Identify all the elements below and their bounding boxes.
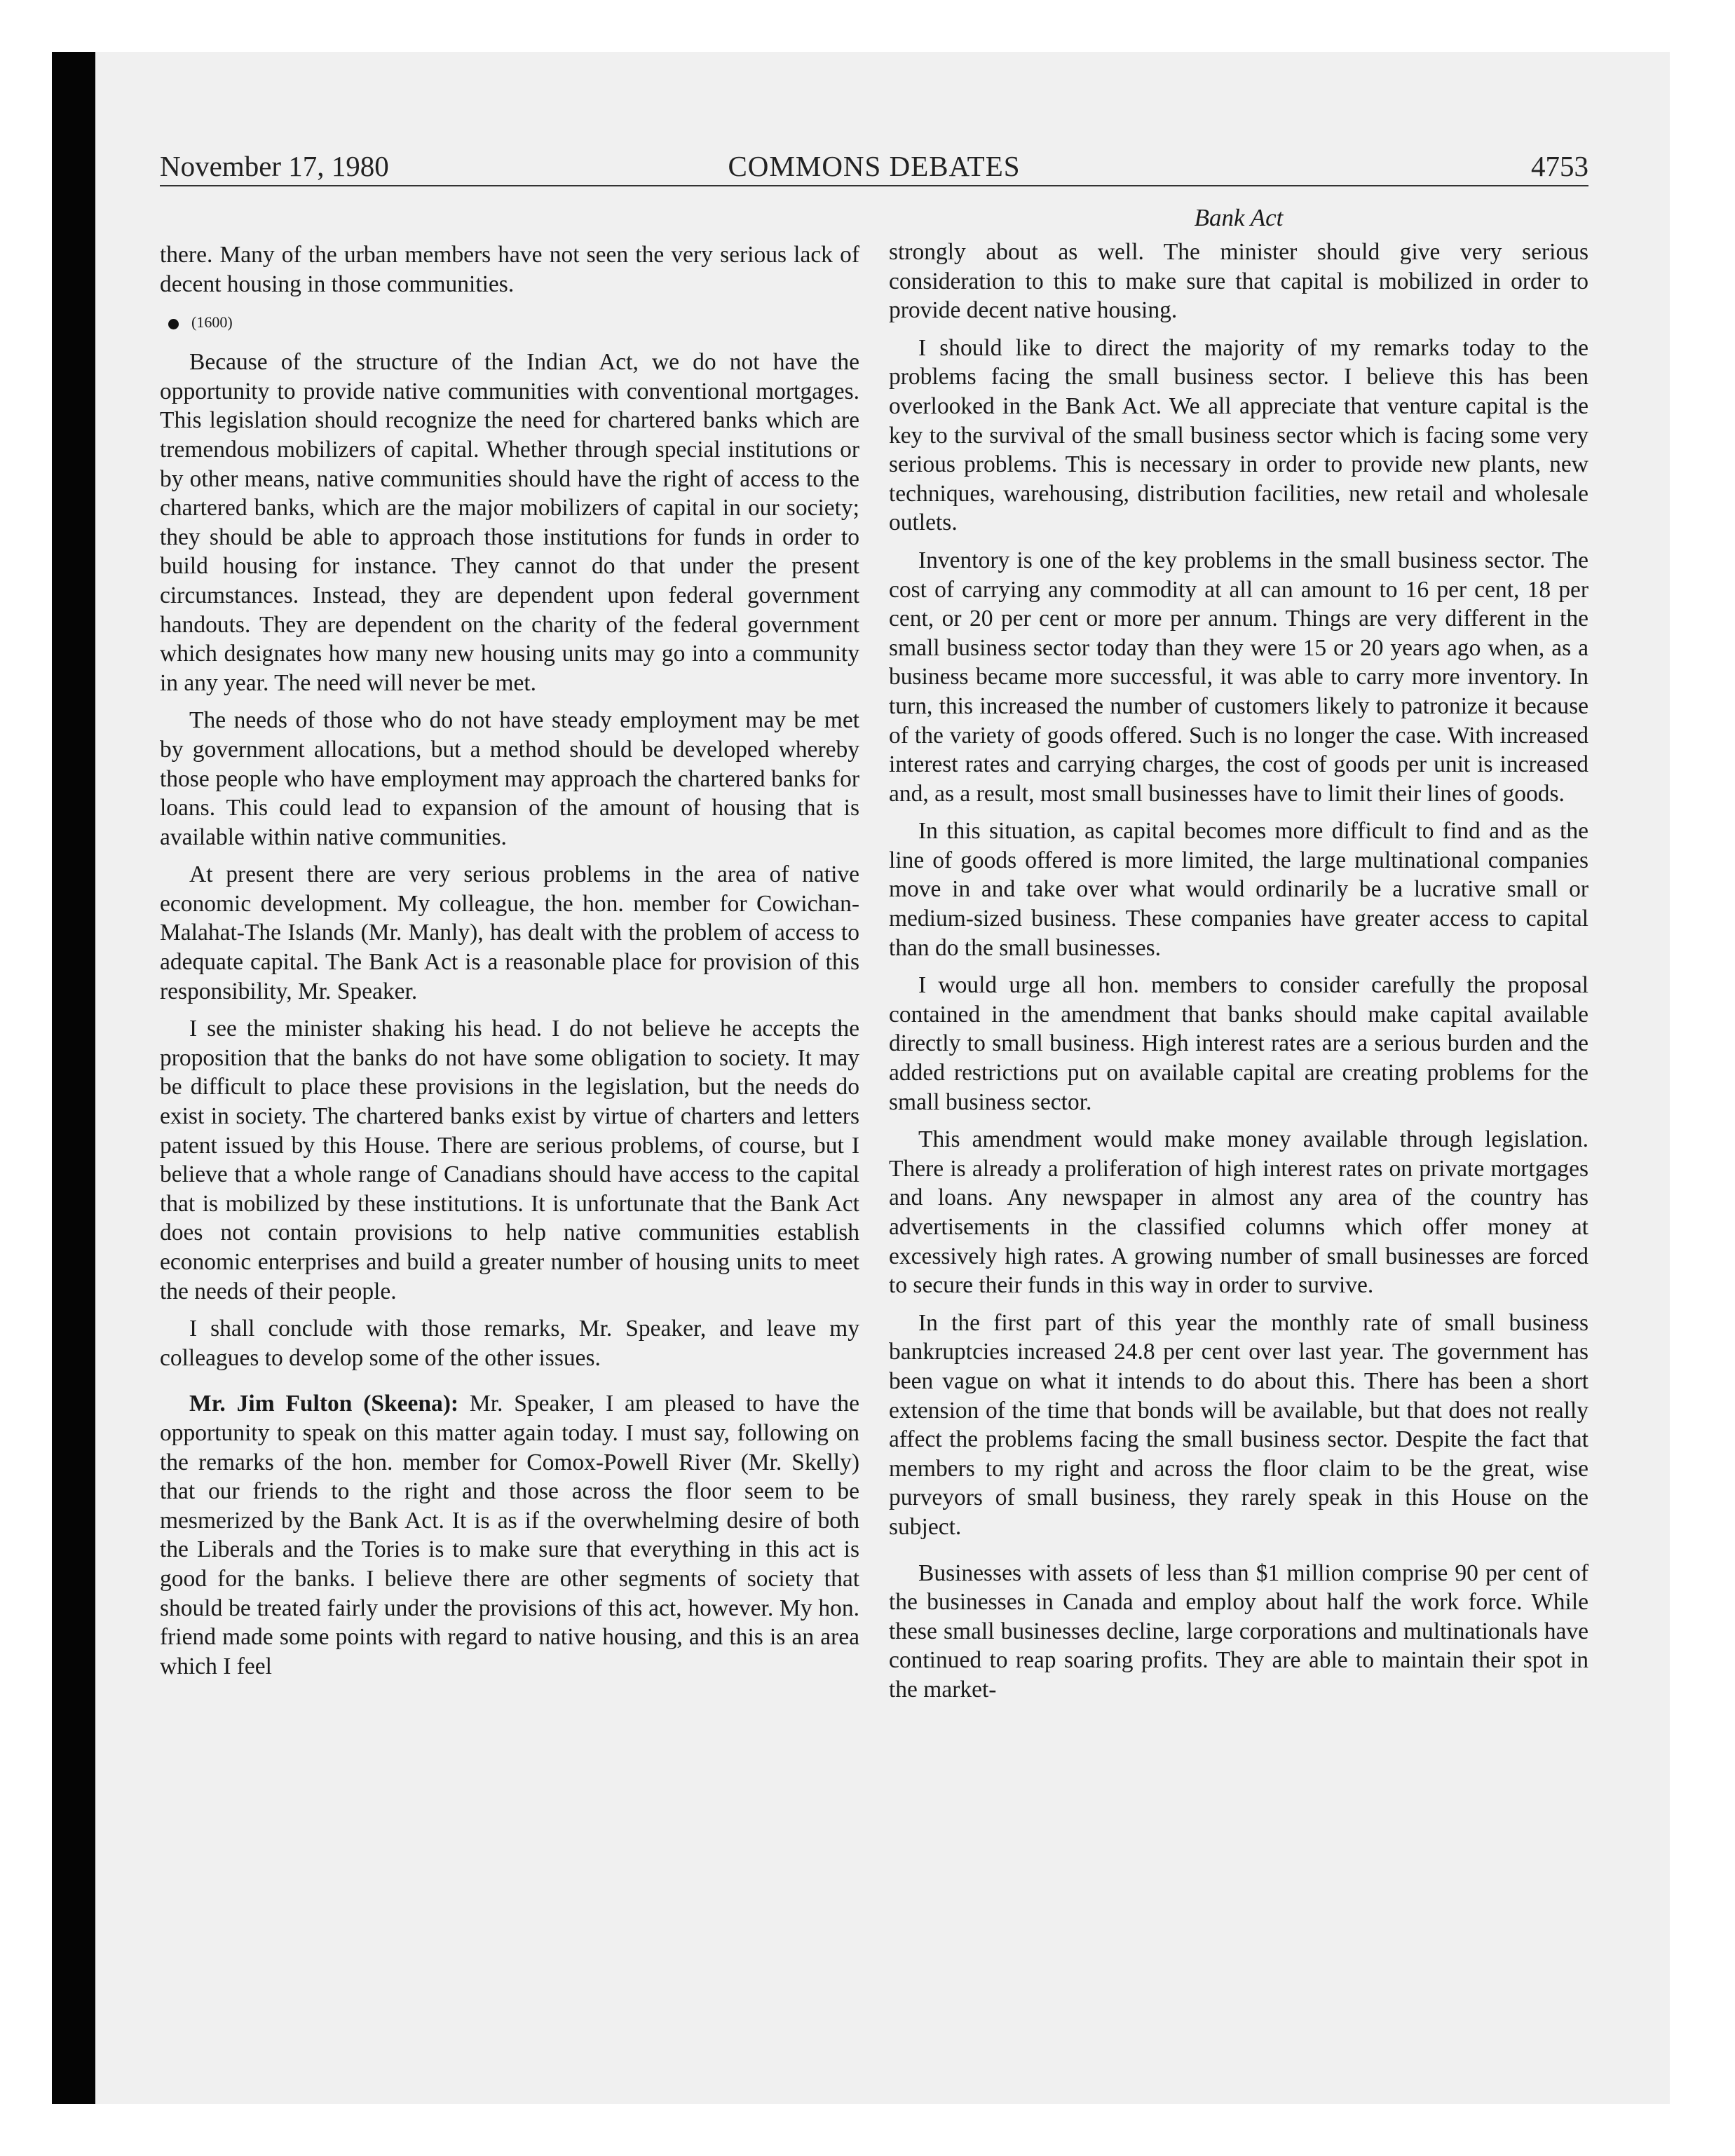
speaker-name: Mr. Jim Fulton (Skeena): — [189, 1391, 459, 1417]
speech-paragraph — [160, 1389, 859, 1681]
paragraph: The needs of those who do not have steady employment may be met by government allocations, but a method should be developed whereby those people who have employment may approach the chartered banks for loans. This could lead to expansion of the amount of housing that is available within native communities. — [160, 707, 859, 850]
bullet-icon — [168, 319, 179, 329]
paragraph: I should like to direct the majority of my remarks today to the problems facing the small business sector. I believe this has been overlooked in the Bank Act. We all appreciate that venture capital is the key to the survival of the small business sector which is facing some very serious problems. This is necessary in order to provide new plants, new techniques, warehousing, distribution facilities, new retail and wholesale outlets. — [889, 334, 1588, 536]
section-title: Bank Act — [1194, 204, 1284, 231]
speech-text: Mr. Speaker, I am pleased to have the opportunity to speak on this matter again today. I must say, following on the remarks of the hon. member for Comox-Powell River (Mr. Skelly) that our friends to the right and those across the floor seem to be mesmerized by the Bank Act. It is as if the overwhelming desire of both the Liberals and the Tories is to make sure that everything in this act is good for the banks. I believe there are other segments of society that should be treated fairly under the provisions of this act, however. My hon. friend made some points with regard to native housing, and this is an area which I feel — [160, 1391, 859, 1679]
paragraph: Businesses with assets of less than $1 million comprise 90 per cent of the businesses in Canada and employ about half the work force. While these small businesses decline, large corporations and multinationals have continued to reap soaring profits. They are able to maintain their spot in the market- — [889, 1560, 1588, 1703]
paragraph: I shall conclude with those remarks, Mr. Speaker, and leave my colleagues to develop some of the other issues. — [160, 1316, 859, 1371]
left-column — [160, 240, 859, 1689]
header-page-number: 4753 — [1531, 150, 1588, 182]
header-publication-title: COMMONS DEBATES — [728, 150, 1021, 182]
paragraph: In the first part of this year the monthly rate of small business bankruptcies increased 24.8 per cent over last year. The government has been vague on what it intends to do about this. There has been a short extension of the time that bonds will be available, but that does not really affect the problems facing the small business sector. Despite the fact that members to my right and across the floor claim to be the great, wise purveyors of small business, they rarely speak in this House on the subject. — [889, 1309, 1588, 1540]
time-marker-label: (1600) — [191, 313, 233, 332]
binding-shadow — [52, 52, 95, 2104]
paragraph: In this situation, as capital becomes more difficult to find and as the line of goods offered is more limited, the large multinational companies move in and take over what would ordinarily be a lucrative small or medium-sized business. These companies have greater access to capital than do the small businesses. — [889, 818, 1588, 961]
paragraph: I would urge all hon. members to consider carefully the proposal contained in the amendment that banks should make capital available directly to small business. High interest rates are a serious burden and the added restrictions put on available capital are creating problems for the small business sector. — [889, 972, 1588, 1115]
paragraph: Inventory is one of the key problems in the small business sector. The cost of carrying any commodity at all can amount to 16 per cent, 18 per cent, or 20 per cent or more per annum. Things are very different in the small business sector today than they were 15 or 20 years ago when, as a business became more successful, it was able to carry more inventory. In turn, this increased the number of customers likely to patronize it because of the variety of goods offered. Such is no longer the case. With increased interest rates and carrying charges, the cost of goods per unit is increased and, as a result, most small businesses have to limit their lines of goods. — [889, 547, 1588, 807]
paragraph: Because of the structure of the Indian Act, we do not have the opportunity to provide native communities with conventional mortgages. This legislation should recognize the need for chartered banks which are tremendous mobilizers of capital. Whether through special institutions or by other means, native communities should have the right of access to the chartered banks, which are the major mobilizers of capital in our society; they should be able to approach those institutions for funds in order to build housing for instance. They cannot do that under the present circumstances. Instead, they are dependent upon federal government handouts. They are dependent on the charity of the federal government which designates how many new housing units may go into a community in any year. The need will never be met. — [160, 349, 859, 696]
paragraph: there. Many of the urban members have not seen the very serious lack of decent housing in those communities. — [160, 242, 859, 297]
right-column — [889, 203, 1588, 1713]
header-rule — [160, 185, 1588, 186]
paragraph: At present there are very serious problems in the area of native economic development. My colleague, the hon. member for Cowichan-Malahat-The Islands (Mr. Manly), has dealt with the problem of access to adequate capital. The Bank Act is a reasonable place for provision of this responsibility, Mr. Speaker. — [160, 861, 859, 1004]
time-marker — [168, 310, 859, 335]
paragraph: This amendment would make money available through legislation. There is already a proliferation of high interest rates on private mortgages and loans. Any newspaper in almost any area of the country has advertisements in the classified columns which offer money at excessively high rates. A growing number of small businesses are forced to secure their funds in this way in order to survive. — [889, 1126, 1588, 1299]
running-header — [160, 149, 1588, 184]
paragraph: strongly about as well. The minister should give very serious consideration to this to make sure that capital is mobilized in order to provide decent native housing. — [889, 239, 1588, 324]
paragraph: I see the minister shaking his head. I do not believe he accepts the proposition that the banks do not have some obligation to society. It may be difficult to place these provisions in the legislation, but the needs do exist in society. The chartered banks exist by virtue of charters and letters patent issued by this House. There are serious problems, of course, but I believe that a whole range of Canadians should have access to the capital that is mobilized by these institutions. It is unfortunate that the Bank Act does not contain provisions to help native communities establish economic enterprises and build a greater number of housing units to meet the needs of their people. — [160, 1016, 859, 1304]
header-date: November 17, 1980 — [160, 150, 389, 182]
